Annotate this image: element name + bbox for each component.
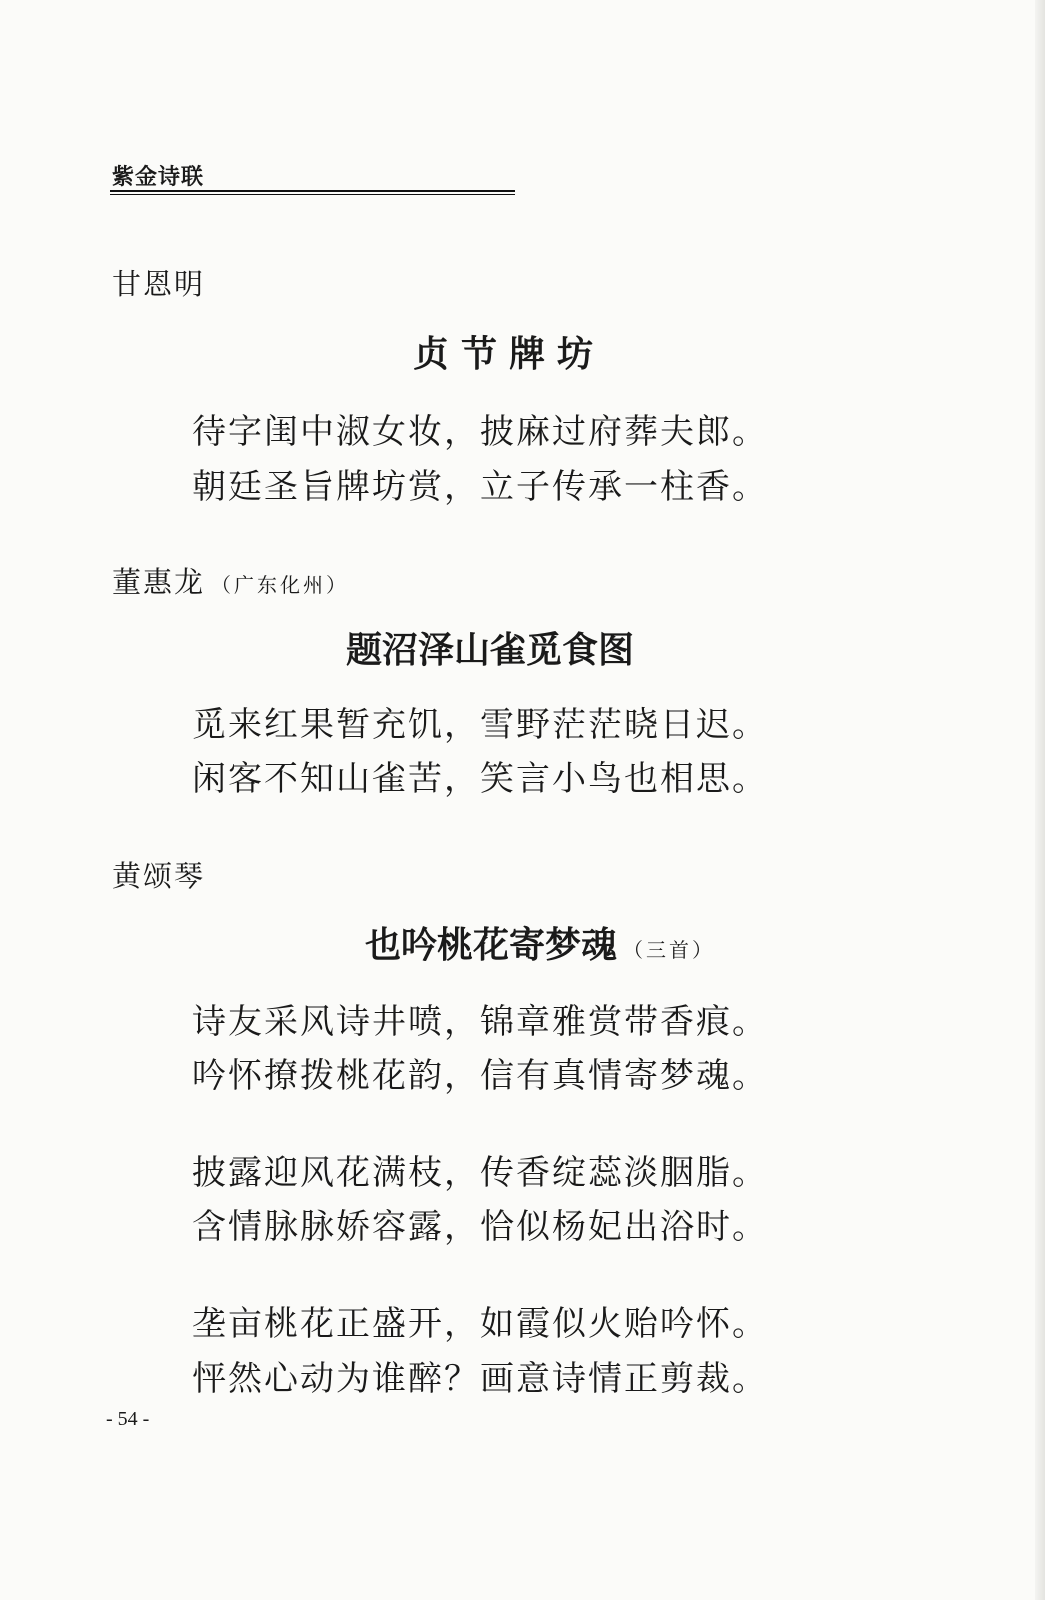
poem-3-line-5: 垄亩桃花正盛开，如霞似火贻吟怀。 xyxy=(192,1304,768,1344)
poem-3-line-4: 含情脉脉娇容露，恰似杨妃出浴时。 xyxy=(192,1207,768,1247)
poem-2-author: 董惠龙 xyxy=(112,565,206,599)
poem-3-line-3: 披露迎风花满枝，传香绽蕊淡胭脂。 xyxy=(192,1153,768,1193)
poem-3-title-line xyxy=(365,917,715,968)
page-edge xyxy=(1035,0,1045,1600)
poem-3-line-1: 诗友采风诗井喷，锦章雅赏带香痕。 xyxy=(192,1002,768,1042)
poem-3-line-6: 怦然心动为谁醉？画意诗情正剪裁。 xyxy=(192,1359,768,1399)
book-header-title: 紫金诗联 xyxy=(112,164,205,190)
poem-1-author: 甘恩明 xyxy=(112,267,206,301)
poem-2-line-2: 闲客不知山雀苦，笑言小鸟也相思。 xyxy=(192,759,768,799)
poem-2-author-place: （广东化州） xyxy=(211,573,350,597)
poem-1-title: 贞节牌坊 xyxy=(413,333,606,375)
poem-3-line-2: 吟怀撩拨桃花韵，信有真情寄梦魂。 xyxy=(192,1056,768,1096)
page-number: - 54 - xyxy=(106,1408,150,1430)
poem-3-title: 也吟桃花寄梦魂 xyxy=(365,924,618,966)
poem-2-author-line xyxy=(112,560,349,601)
poem-1-line-1: 待字闺中淑女妆，披麻过府葬夫郎。 xyxy=(192,412,768,452)
poem-2-title: 题沼泽山雀觅食图 xyxy=(346,629,635,671)
poem-2-line-1: 觅来红果暂充饥，雪野茫茫晓日迟。 xyxy=(192,705,768,745)
header-rule xyxy=(110,190,515,195)
poem-1-line-2: 朝廷圣旨牌坊赏，立子传承一柱香。 xyxy=(192,467,768,507)
poem-3-title-note: （三首） xyxy=(623,938,716,962)
poem-3-author: 黄颂琴 xyxy=(112,859,206,893)
